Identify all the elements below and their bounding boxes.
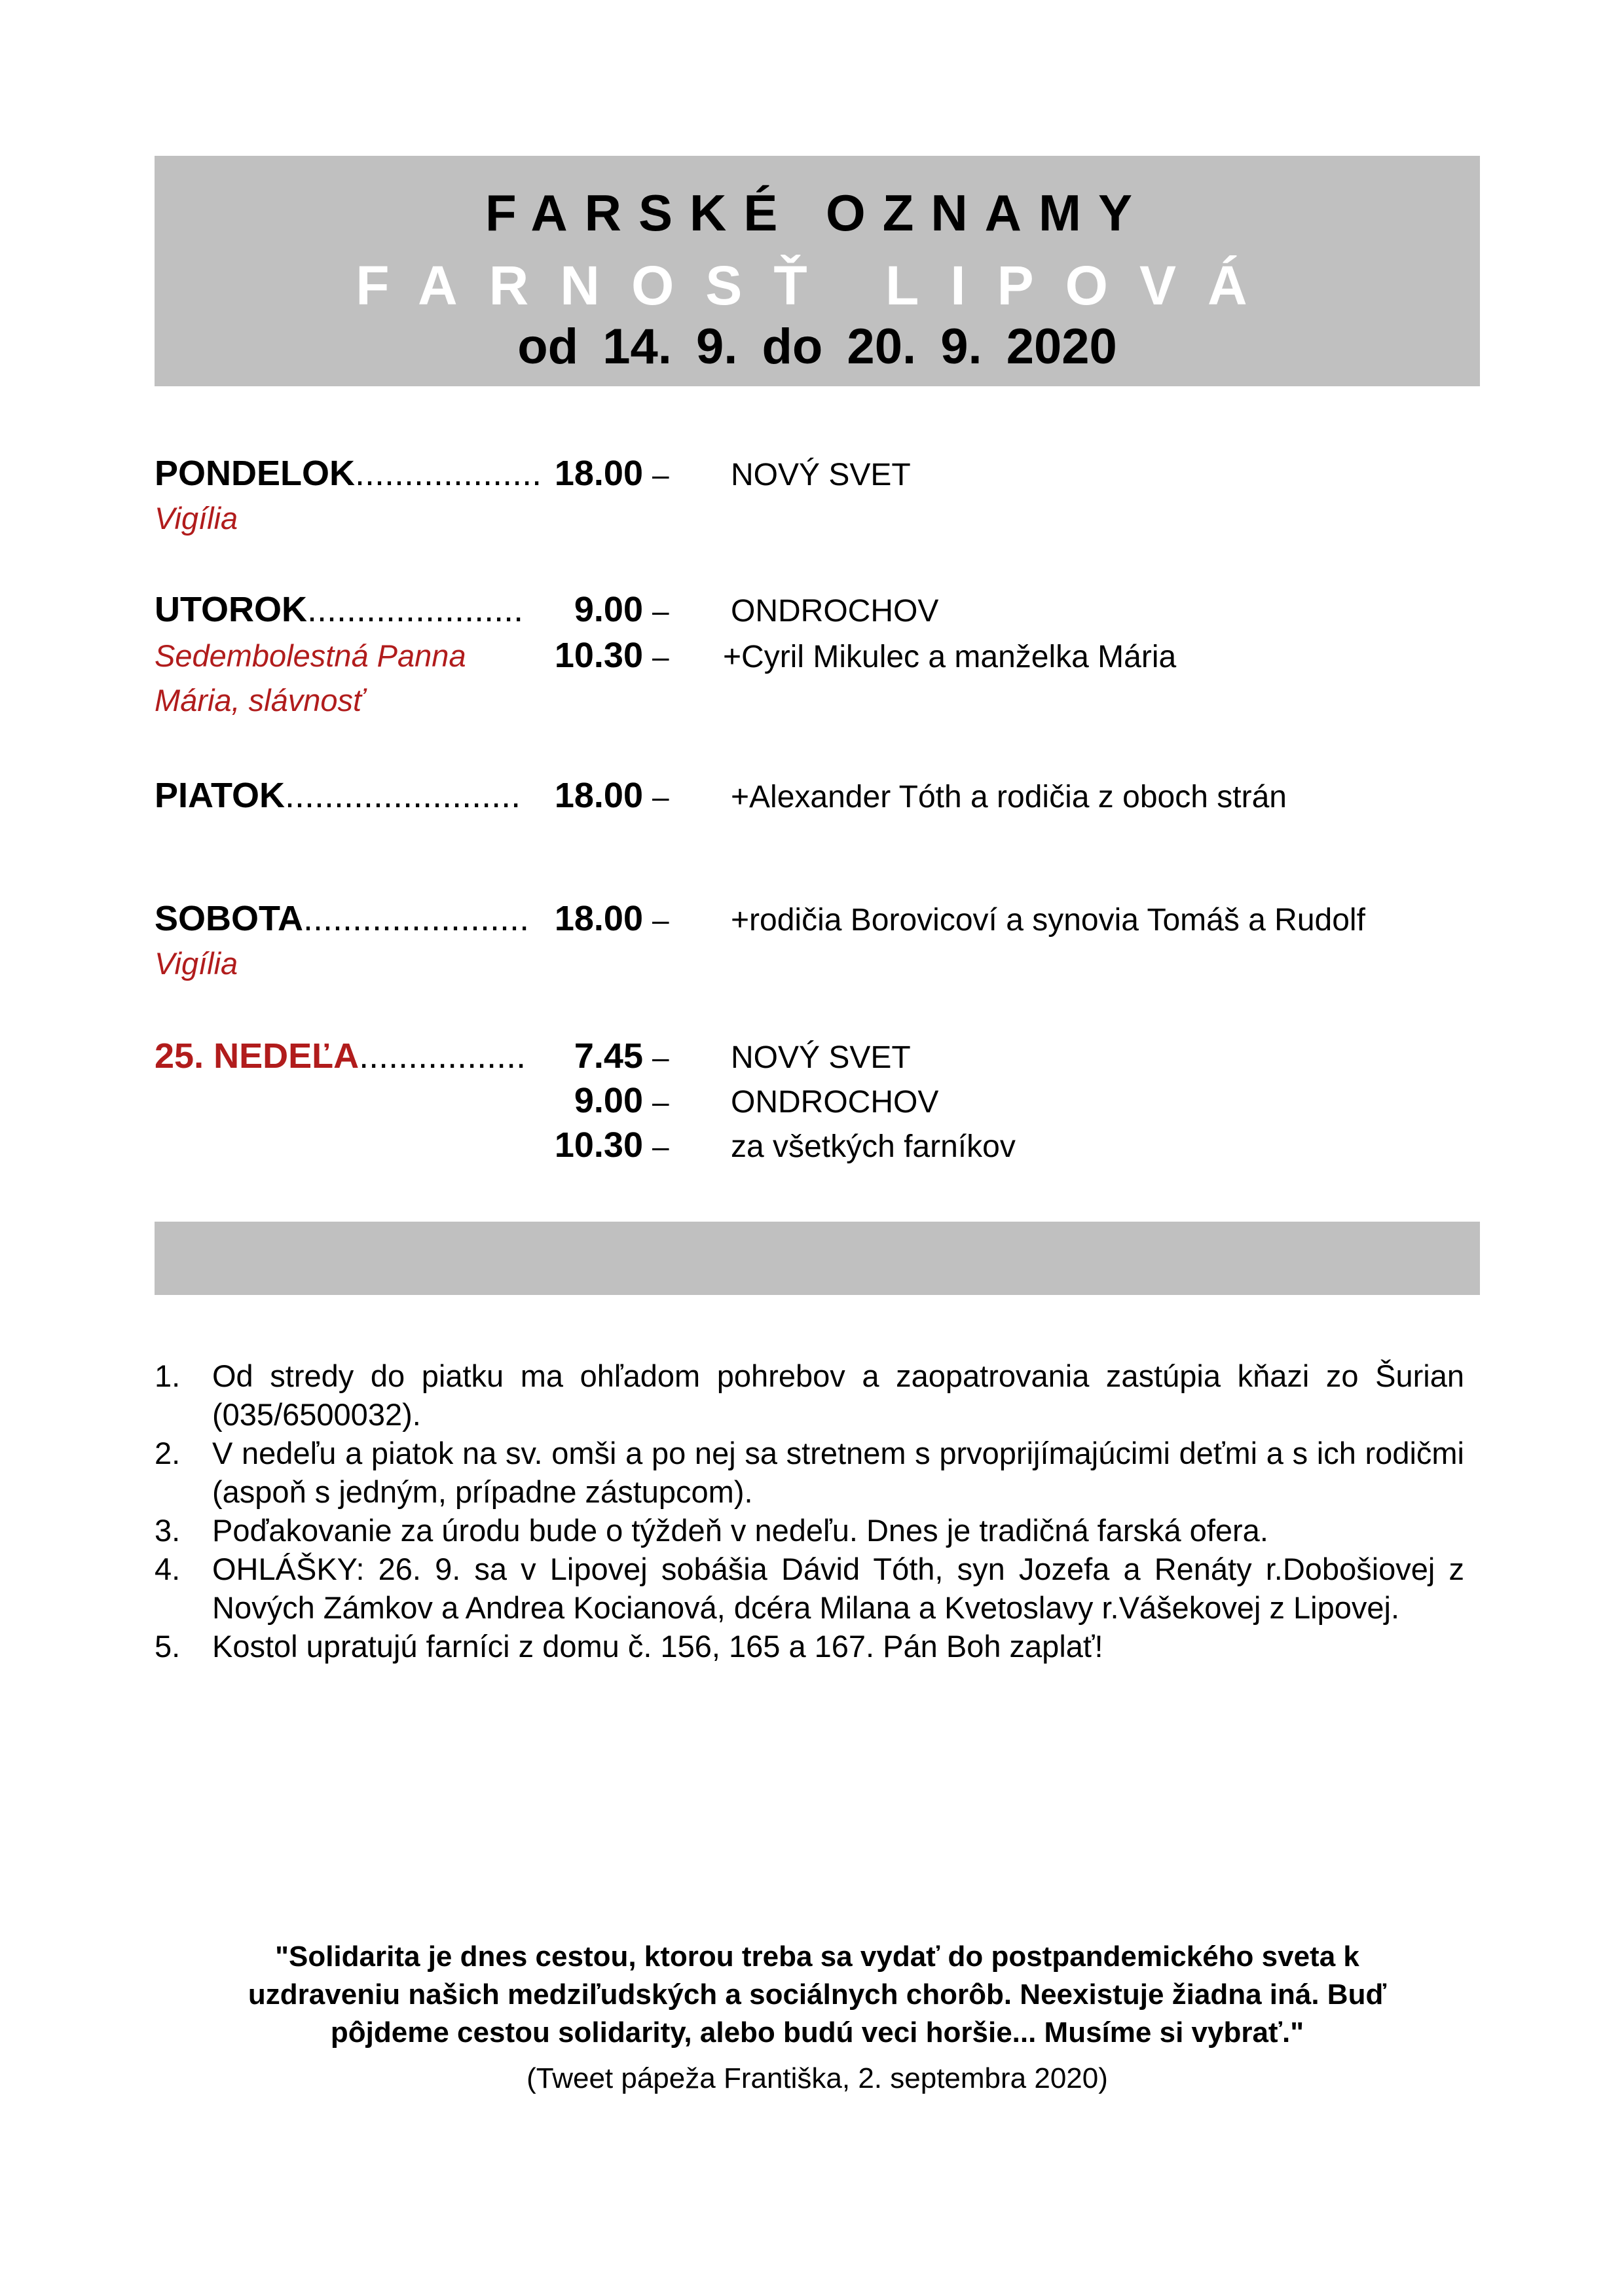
- mass-intention: +Alexander Tóth a rodičia z oboch strán: [731, 780, 1287, 814]
- item-number: 4.: [155, 1552, 181, 1586]
- mass-intention: za všetkých farníkov: [731, 1129, 1016, 1164]
- dash: –: [652, 1085, 669, 1119]
- leader-dots: ...................: [355, 454, 542, 493]
- page-title: FARSKÉ OZNAMY: [485, 184, 1150, 242]
- dash: –: [652, 640, 669, 674]
- item-text: OHLÁŠKY: 26. 9. sa v Lipovej sobášia Dávid Tóth, syn Jozefa a Renáty r.Dobošiovej z Nových Zámkov a Andrea Kocianová, dcéra Milana a Kvetoslavy r.Vášekovej z Lipovej.: [212, 1552, 1464, 1625]
- mass-time: 10.30: [554, 1125, 643, 1165]
- dash: –: [652, 903, 669, 937]
- header-banner: [155, 156, 1480, 386]
- day-friday: [155, 775, 521, 816]
- list-item: [155, 1357, 1464, 1434]
- mass-intention: NOVÝ SVET: [731, 1040, 911, 1075]
- dash: –: [652, 780, 669, 814]
- day-label: PIATOK: [155, 776, 286, 815]
- item-text: Od stredy do piatku ma ohľadom pohrebov a zaopatrovania zastúpia kňazi zo Šurian (035/6500032).: [212, 1358, 1464, 1432]
- item-number: 5.: [155, 1629, 181, 1664]
- item-text: Kostol upratujú farníci z domu č. 156, 165 a 167. Pán Boh zaplať!: [212, 1629, 1103, 1664]
- leader-dots: .......................: [303, 899, 530, 938]
- day-saturday: [155, 898, 529, 939]
- quote-source: (Tweet pápeža Františka, 2. septembra 2020): [526, 2062, 1108, 2094]
- list-item: [155, 1434, 1464, 1511]
- mass-time: 9.00: [574, 590, 643, 629]
- leader-dots: ......................: [307, 590, 524, 629]
- day-label: 25. NEDEĽA: [155, 1036, 360, 1076]
- list-item: [155, 1511, 1464, 1550]
- feast-monday: Vigília: [155, 501, 238, 536]
- date-range: od 14. 9. do 20. 9. 2020: [517, 319, 1117, 374]
- mass-time: 18.00: [554, 776, 643, 815]
- notices-list: [155, 1357, 1464, 1666]
- list-item: [155, 1627, 1464, 1666]
- quote-block: [155, 1938, 1480, 2052]
- day-label: PONDELOK: [155, 454, 356, 493]
- item-text: V nedeľu a piatok na sv. omši a po nej sa stretnem s prvoprijímajúcimi deťmi a s ich rodičmi (aspoň s jedným, prípadne zástupcom).: [212, 1436, 1464, 1509]
- mass-time: 18.00: [554, 454, 643, 493]
- quote-line: uzdraveniu našich medziľudských a sociálnych chorôb. Neexistuje žiadna iná. Buď: [248, 1978, 1387, 2011]
- leader-dots: .................: [359, 1036, 526, 1076]
- mass-intention: ONDROCHOV: [731, 594, 939, 629]
- item-number: 1.: [155, 1358, 181, 1393]
- mass-time: 10.30: [554, 636, 643, 675]
- day-tuesday: [155, 589, 523, 630]
- day-sunday: [155, 1036, 526, 1076]
- list-item: [155, 1550, 1464, 1627]
- section-divider-band: [155, 1222, 1480, 1295]
- feast-saturday: Vigília: [155, 946, 238, 981]
- parish-name: FARNOSŤ LIPOVÁ: [356, 255, 1279, 316]
- mass-time: 9.00: [574, 1081, 643, 1120]
- item-text: Poďakovanie za úrodu bude o týždeň v nedeľu. Dnes je tradičná farská ofera.: [212, 1513, 1268, 1548]
- mass-intention: +Cyril Mikulec a manželka Mária: [723, 640, 1177, 674]
- mass-time: 7.45: [574, 1036, 643, 1076]
- feast-tuesday-line2: Mária, slávnosť: [155, 683, 364, 718]
- dash: –: [652, 594, 669, 628]
- leader-dots: ........................: [285, 776, 521, 815]
- quote-line: "Solidarita je dnes cestou, ktorou treba sa vydať do postpandemického sveta k: [275, 1941, 1359, 1973]
- feast-tuesday-line1: Sedembolestná Panna: [155, 638, 466, 673]
- mass-time: 18.00: [554, 899, 643, 938]
- mass-intention: +rodičia Borovicoví a synovia Tomáš a Rudolf: [731, 903, 1365, 938]
- dash: –: [652, 458, 669, 492]
- dash: –: [652, 1129, 669, 1163]
- dash: –: [652, 1040, 669, 1074]
- day-label: SOBOTA: [155, 899, 303, 938]
- item-number: 2.: [155, 1436, 181, 1470]
- mass-intention: ONDROCHOV: [731, 1085, 939, 1120]
- item-number: 3.: [155, 1513, 181, 1548]
- mass-intention: NOVÝ SVET: [731, 458, 911, 492]
- day-label: UTOROK: [155, 590, 308, 629]
- quote-line: pôjdeme cestou solidarity, alebo budú veci horšie... Musíme si vybrať.": [330, 2016, 1304, 2049]
